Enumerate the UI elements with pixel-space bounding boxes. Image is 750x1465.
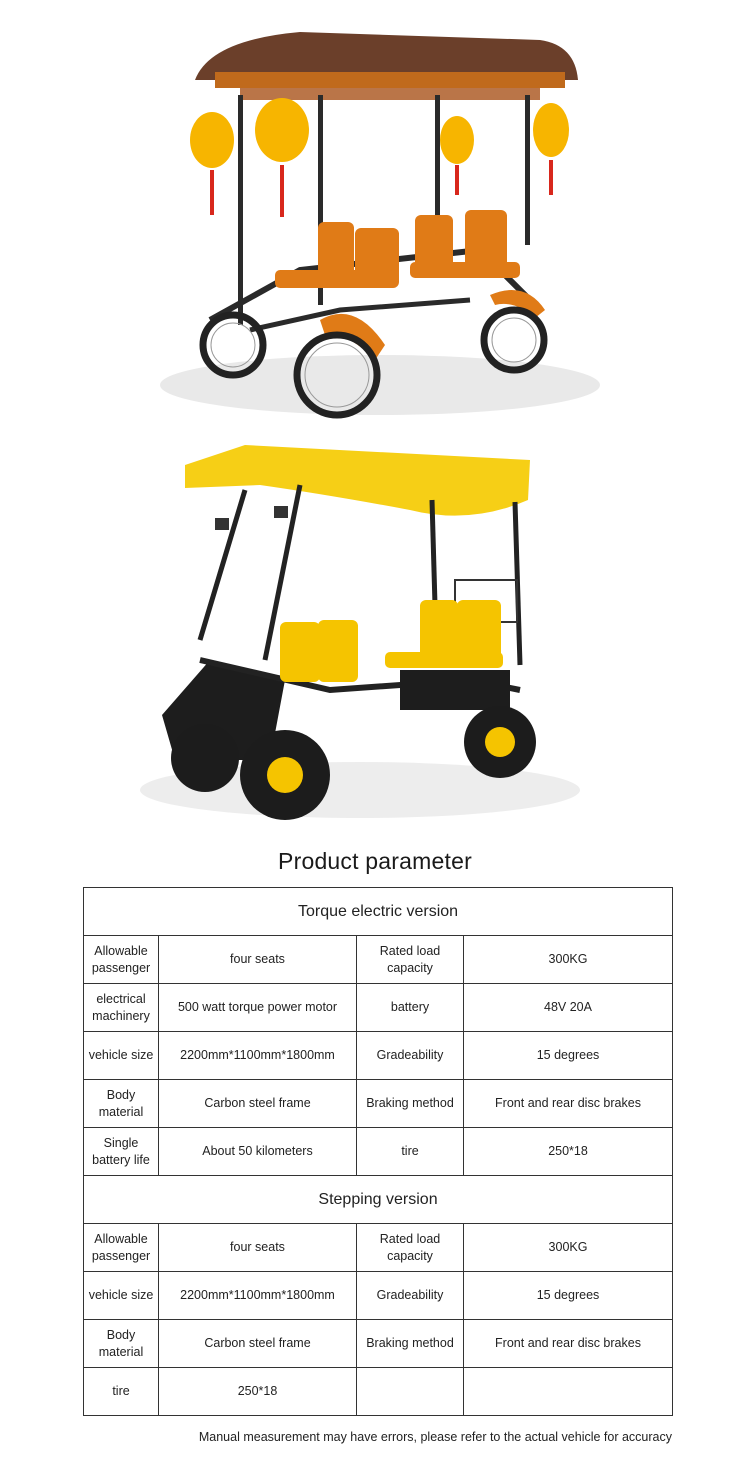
spec-value: 500 watt torque power motor bbox=[159, 984, 357, 1032]
spec-value: 300KG bbox=[464, 1224, 673, 1272]
spec-table bbox=[83, 887, 673, 1416]
spec-value: 300KG bbox=[464, 936, 673, 984]
spec-label: Body material bbox=[84, 1080, 159, 1128]
spec-label: electrical machinery bbox=[84, 984, 159, 1032]
spec-value: 48V 20A bbox=[464, 984, 673, 1032]
spec-label: Body material bbox=[84, 1320, 159, 1368]
product-parameter-title: Product parameter bbox=[278, 848, 472, 874]
spec-value: 2200mm*1100mm*1800mm bbox=[159, 1272, 357, 1320]
spec-label: tire bbox=[84, 1368, 159, 1416]
spec-label: Allowable passenger bbox=[84, 936, 159, 984]
footnote: Manual measurement may have errors, please refer to the actual vehicle for accuracy bbox=[198, 1430, 672, 1444]
spec-value: four seats bbox=[159, 1224, 357, 1272]
spec-value: Front and rear disc brakes bbox=[464, 1320, 673, 1368]
spec-value: About 50 kilometers bbox=[159, 1128, 357, 1176]
spec-value: 15 degrees bbox=[464, 1032, 673, 1080]
spec-value: 250*18 bbox=[159, 1368, 357, 1416]
section-heading-torque: Torque electric version bbox=[84, 888, 673, 936]
spec-value: four seats bbox=[159, 936, 357, 984]
spec-value: Carbon steel frame bbox=[159, 1080, 357, 1128]
product-photo-yellow-cart bbox=[0, 440, 750, 840]
spec-value bbox=[464, 1368, 673, 1416]
spec-label: Braking method bbox=[357, 1320, 464, 1368]
table-row bbox=[84, 1320, 673, 1368]
table-row bbox=[84, 984, 673, 1032]
spec-label: Rated load capacity bbox=[357, 936, 464, 984]
table-row bbox=[84, 1128, 673, 1176]
spec-value: 250*18 bbox=[464, 1128, 673, 1176]
table-row bbox=[84, 1224, 673, 1272]
table-row bbox=[84, 1368, 673, 1416]
spec-label: Braking method bbox=[357, 1080, 464, 1128]
spec-label: vehicle size bbox=[84, 1272, 159, 1320]
product-photo-lantern-cart bbox=[0, 0, 750, 440]
spec-label: vehicle size bbox=[84, 1032, 159, 1080]
spec-label bbox=[357, 1368, 464, 1416]
table-row bbox=[84, 936, 673, 984]
table-row bbox=[84, 1080, 673, 1128]
spec-label: tire bbox=[357, 1128, 464, 1176]
spec-label: Gradeability bbox=[357, 1272, 464, 1320]
table-row bbox=[84, 1032, 673, 1080]
spec-label: Single battery life bbox=[84, 1128, 159, 1176]
spec-label: Gradeability bbox=[357, 1032, 464, 1080]
section-heading-stepping: Stepping version bbox=[84, 1176, 673, 1224]
spec-value: 15 degrees bbox=[464, 1272, 673, 1320]
spec-value: Carbon steel frame bbox=[159, 1320, 357, 1368]
spec-value: Front and rear disc brakes bbox=[464, 1080, 673, 1128]
spec-label: battery bbox=[357, 984, 464, 1032]
table-row bbox=[84, 1272, 673, 1320]
spec-value: 2200mm*1100mm*1800mm bbox=[159, 1032, 357, 1080]
spec-label: Rated load capacity bbox=[357, 1224, 464, 1272]
spec-label: Allowable passenger bbox=[84, 1224, 159, 1272]
